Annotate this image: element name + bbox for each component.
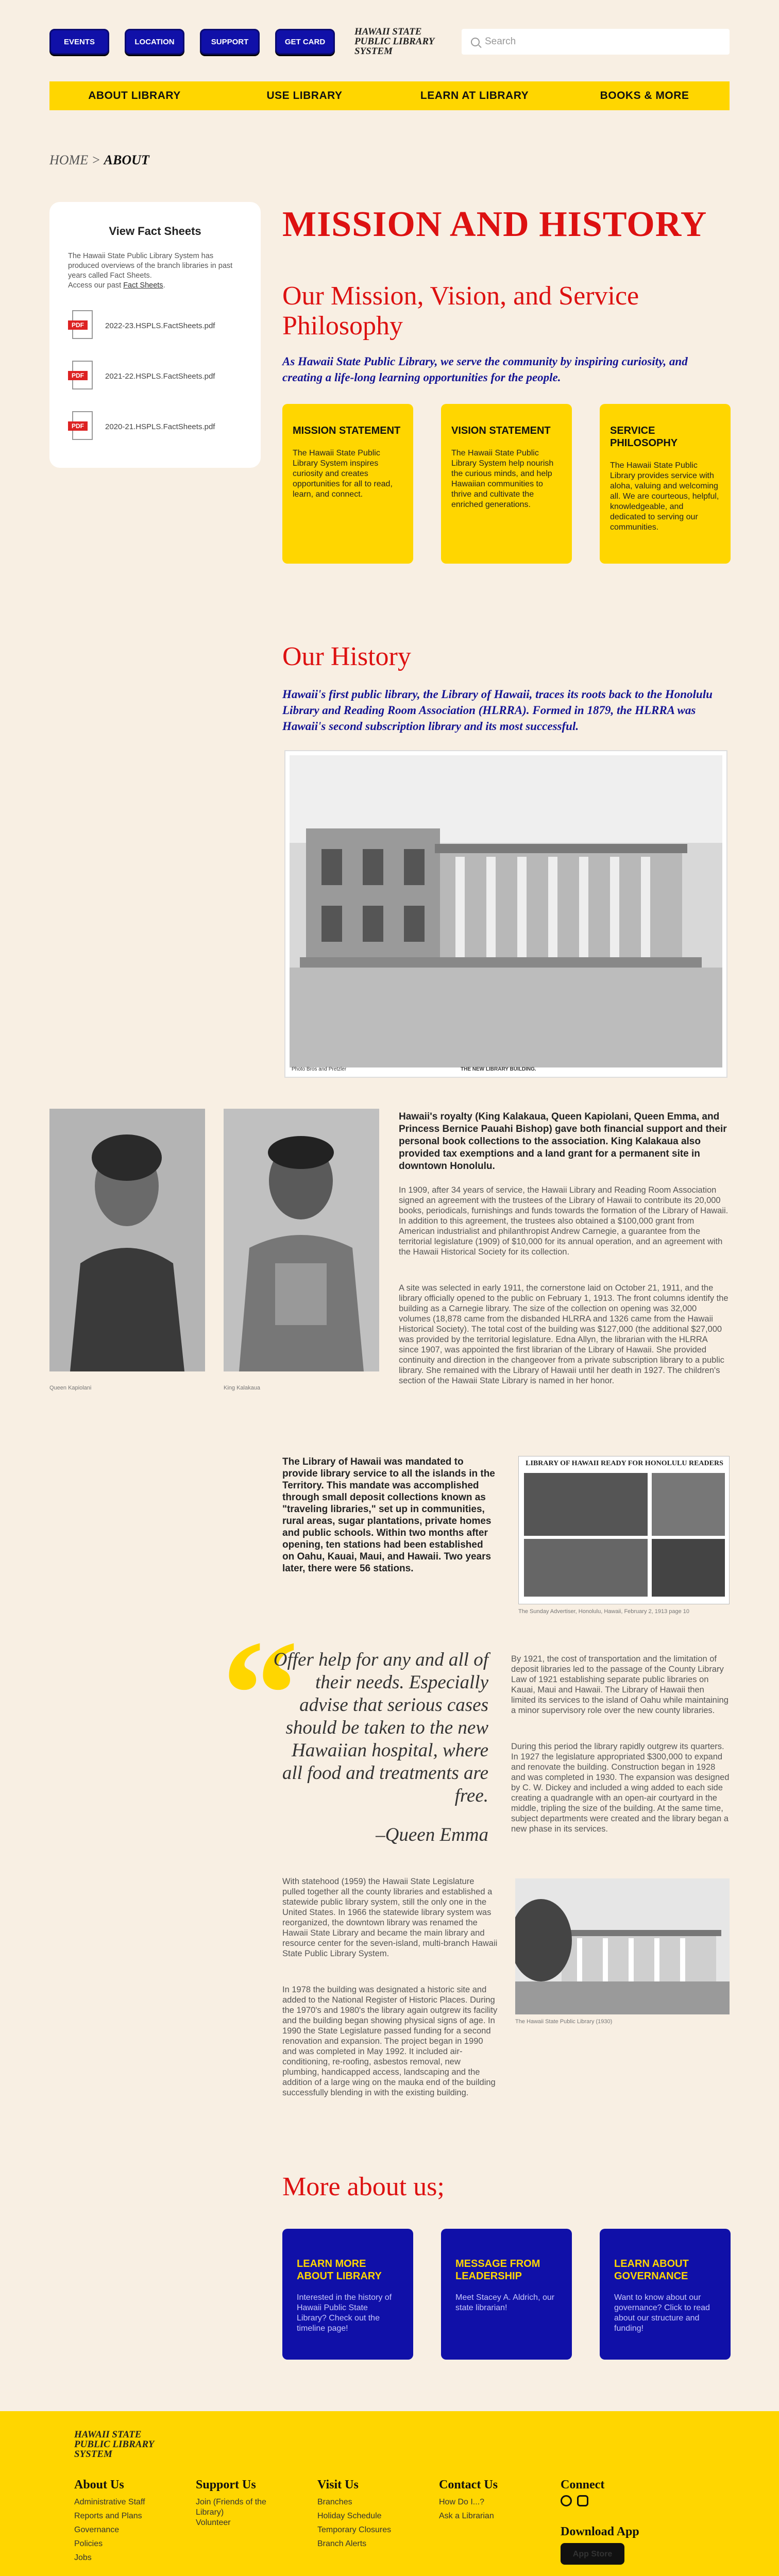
download-app-title: Download App — [561, 2525, 639, 2538]
card-text: Meet Stacey A. Aldrich, our state librarian! — [455, 2293, 555, 2312]
newspaper-images — [519, 1471, 730, 1604]
site-header — [0, 0, 779, 118]
breadcrumb — [49, 152, 149, 168]
pdf-link-2021[interactable] — [68, 361, 242, 392]
pdf-filename: 2021-22.HSPLS.FactSheets.pdf — [105, 371, 215, 381]
card-text: Interested in the history of Hawaii Public State Library? Check out the timeline page! — [297, 2293, 392, 2333]
modern-library-caption: The Hawaii State Public Library (1930) — [515, 2019, 613, 2025]
photo-caption-right: THE NEW LIBRARY BUILDING. — [461, 1066, 536, 1072]
newspaper-caption: The Sunday Advertiser, Honolulu, Hawaii, February 2, 1913 page 10 — [518, 1608, 690, 1615]
learn-more-library-card[interactable] — [282, 2229, 413, 2360]
card-text: Want to know about our governance? Click to read about our structure and funding! — [614, 2293, 710, 2333]
footer-link[interactable]: Governance — [74, 2526, 120, 2534]
history-1927-paragraph: During this period the library rapidly outgrew its quarters. In 1927 the legislature appropriated $300,000 to expand and renovate the building. Construction began in 1928 and was completed in 1930. The expansion was designed by C. W. Dickey and included a wing added to each side creating a quadrangle with an open-air courtyard in the middle, tripling the size of the building. At the same time, subject departments were created and the library began a new phase in its services. — [511, 1742, 730, 1834]
mandate-paragraph: The Library of Hawaii was mandated to provide library service to all the islands in the Territory. This mandate was accomplished through small deposit collections known as "traveling libraries," set up in communities, rural areas, sugar plantations, private homes and public schools. Within two months after opening, ten stations had been established on Oahu, Kauai, Maui, and Hawaii. Two years later, there were 56 stations. — [282, 1456, 495, 1574]
history-1959-paragraph: With statehood (1959) the Hawaii State Legislature pulled together all the county libraries and established a statewide public library system, still the only one in the United States. In 1966 the statewide library system was reorganized, the downtown library was renamed the Hawaii State Library and became the main library and resource center for the seven-island, multi-branch Hawaii State Public Library System. — [282, 1877, 498, 1958]
app-store-badge[interactable]: App Store — [561, 2543, 624, 2565]
nav-learn-at-library[interactable]: LEARN AT LIBRARY — [420, 90, 529, 101]
pdf-filename: 2020-21.HSPLS.FactSheets.pdf — [105, 422, 215, 431]
footer-logo[interactable]: HAWAII STATE PUBLIC LIBRARY SYSTEM — [74, 2429, 154, 2460]
footer-link[interactable]: Temporary Closures — [317, 2526, 392, 2534]
pdf-icon-label: PDF — [68, 371, 88, 380]
main-nav — [49, 81, 730, 110]
sidebar-access-prefix: Access our past — [68, 281, 124, 290]
card-title: VISION STATEMENT — [451, 425, 551, 436]
social-icons — [561, 2495, 684, 2506]
pdf-icon — [68, 310, 93, 341]
page-title: MISSION AND HISTORY — [282, 205, 707, 244]
newspaper-header: LIBRARY OF HAWAII READY FOR HONOLULU READERS — [526, 1460, 723, 1467]
modern-library-illustration — [515, 1878, 730, 2014]
instagram-icon[interactable] — [577, 2495, 588, 2506]
footer-link[interactable]: Holiday Schedule — [317, 2512, 382, 2520]
card-title: MISSION STATEMENT — [293, 425, 401, 436]
fact-sheets-link[interactable]: Fact Sheets — [123, 281, 163, 290]
mission-lead: As Hawaii State Public Library, we serve the community by inspiring curiosity, and creating a life-long learning opportunities for the people. — [282, 355, 688, 384]
card-text: The Hawaii State Public Library System inspires curiosity and creates opportunities for all to read, learn, and connect. — [293, 449, 393, 499]
history-1978-paragraph: In 1978 the building was designated a historic site and added to the National Register of Historic Places. During the 1970's and 1980's the library again outgrew its facility and the building began showing physical signs of age. In 1990 the State Legislature passed funding for a second renovation and expansion. The project began in 1990 and was completed in May 1992. It included air-conditioning, re-roofing, asbestos removal, new plumbing, handicapped access, landscaping and the addition of a large wing on the mauka end of the building successfully blending in with the existing building. — [282, 1985, 498, 2097]
breadcrumb-current: ABOUT — [104, 152, 149, 167]
queen-caption: Queen Kapiolani — [49, 1385, 92, 1391]
leadership-message-card[interactable] — [441, 2229, 572, 2360]
library-building-illustration — [285, 751, 726, 1077]
search-icon — [471, 38, 480, 46]
nav-use-library[interactable]: USE LIBRARY — [266, 90, 343, 101]
footer-link[interactable]: Policies — [74, 2539, 103, 2548]
governance-card[interactable] — [600, 2229, 731, 2360]
footer-link[interactable]: Reports and Plans — [74, 2512, 142, 2520]
pdf-icon-label: PDF — [68, 421, 88, 431]
newspaper-clipping-photo — [518, 1456, 730, 1604]
king-caption: King Kalakaua — [224, 1385, 260, 1391]
footer-link[interactable]: Administrative Staff — [74, 2498, 145, 2506]
facebook-icon[interactable] — [561, 2495, 572, 2506]
footer-support-column — [196, 2478, 289, 2528]
footer-contact-column — [439, 2478, 542, 2523]
sidebar-title: View Fact Sheets — [109, 225, 201, 238]
more-about-heading: More about us; — [282, 2172, 445, 2201]
support-button[interactable]: SUPPORT — [200, 29, 260, 55]
service-philosophy-card — [600, 404, 731, 564]
footer-link[interactable]: Branch Alerts — [317, 2539, 367, 2548]
site-logo[interactable]: HAWAII STATE PUBLIC LIBRARY SYSTEM — [354, 26, 434, 57]
history-1921-paragraph: By 1921, the cost of transportation and the limitation of deposit libraries led to the passage of the County Library Law of 1921 establishing separate public libraries on Kauai, Maui and Hawaii. The Library of Hawaii then limited its services to the island of Oahu while maintaining a minor supervisory role over the new county libraries. — [511, 1654, 729, 1715]
vision-statement-card — [441, 404, 572, 564]
breadcrumb-home[interactable]: HOME — [49, 152, 89, 167]
footer-link[interactable]: Volunteer — [196, 2518, 231, 2527]
pdf-icon — [68, 361, 93, 392]
photo-caption-left: Photo Bros and Pretzler — [292, 1066, 347, 1072]
pdf-icon-label: PDF — [68, 320, 88, 330]
footer-col-title: Visit Us — [317, 2478, 359, 2492]
location-button[interactable]: LOCATION — [125, 29, 184, 55]
pdf-icon — [68, 411, 93, 442]
nav-about-library[interactable]: ABOUT LIBRARY — [88, 90, 181, 101]
footer-col-title: Connect — [561, 2478, 605, 2492]
footer-connect-column — [561, 2478, 684, 2565]
sidebar-description — [68, 251, 242, 291]
library-building-photo — [284, 750, 727, 1078]
site-footer — [0, 2411, 779, 2576]
modern-library-photo — [515, 1878, 730, 2014]
mission-heading: Our Mission, Vision, and Service Philosophy — [282, 281, 639, 341]
footer-visit-column — [317, 2478, 420, 2551]
mission-statement-card — [282, 404, 413, 564]
pdf-link-2020[interactable] — [68, 411, 242, 442]
quote-mark-icon: “ — [222, 1608, 299, 1780]
sidebar-desc-text: The Hawaii State Public Library System has produced overviews of the branch libraries in past years called Fact Sheets. — [68, 252, 233, 280]
footer-about-column — [74, 2478, 177, 2565]
search-input[interactable] — [462, 29, 730, 55]
card-text: The Hawaii State Public Library System help nourish the curious minds, and help Hawaiian communities to thrive and cultivate the enriched generations. — [451, 449, 554, 509]
quote-author: –Queen Emma — [376, 1824, 488, 1845]
king-portrait-illustration — [224, 1109, 379, 1371]
card-text: The Hawaii State Public Library provides service with aloha, valuing and welcoming all. We are courteous, helpful, knowledgeable, and dedicated to serving our communities. — [610, 461, 719, 532]
footer-link[interactable]: How Do I...? — [439, 2498, 485, 2506]
king-kalakaua-photo — [224, 1109, 379, 1371]
pdf-filename: 2022-23.HSPLS.FactSheets.pdf — [105, 321, 215, 330]
card-title: MESSAGE FROM LEADERSHIP — [455, 2258, 540, 2282]
queen-emma-quote: Offer help for any and all of their needs. Especially advise that serious cases should be taken to the new Hawaiian hospital, where all food and treatments are free. — [273, 1649, 488, 1806]
events-button[interactable]: EVENTS — [49, 29, 109, 55]
history-1911-paragraph: A site was selected in early 1911, the cornerstone laid on October 21, 1911, and the library officially opened to the public on February 1, 1913. The front columns identify the building as a Carnegie library. The size of the collection on opening was 32,000 volumes (18,878 came from the disbanded HLRRA and 1326 came from the Hawaii Historical Society). The total cost of the building was $127,000 (the additional $27,000 was provided by the territorial legislature. Edna Allyn, the librarian with the HLRRA since 1907, was appointed the first librarian of the Library of Hawaii. She provided continuity and direction in the changeover from a private subscription library to a public library. She remained with the Library of Hawaii until her death in 1927. The children's section of the Hawaii State Library is named in her honor. — [399, 1283, 729, 1385]
card-title: LEARN MORE ABOUT LIBRARY — [297, 2258, 382, 2282]
history-lead: Hawaii's first public library, the Library of Hawaii, traces its roots back to the Honolulu Library and Reading Room Association (HLRRA). Formed in 1879, the HLRRA was Hawaii's second subscription library and its most successful. — [282, 688, 713, 733]
footer-col-title: Support Us — [196, 2478, 256, 2492]
pdf-link-2022[interactable] — [68, 310, 242, 341]
card-title: LEARN ABOUT GOVERNANCE — [614, 2258, 689, 2282]
top-buttons — [49, 29, 335, 55]
footer-link[interactable]: Branches — [317, 2498, 352, 2506]
footer-col-title: About Us — [74, 2478, 124, 2492]
sidebar-access-suffix: . — [163, 281, 165, 290]
footer-link[interactable]: Join (Friends of the Library) — [196, 2498, 266, 2517]
queen-kapiolani-photo — [49, 1109, 205, 1371]
card-title: SERVICE PHILOSOPHY — [610, 425, 678, 449]
footer-link[interactable]: Ask a Librarian — [439, 2512, 494, 2520]
breadcrumb-separator: > — [88, 152, 104, 167]
nav-books-more[interactable]: BOOKS & MORE — [600, 90, 689, 101]
history-1909-paragraph: In 1909, after 34 years of service, the Hawaii Library and Reading Room Association signed an agreement with the trustees of the Library of Hawaii to contribute its 20,000 books, periodicals, furnishings and funds towards the formation of the Library of Hawaii. In addition to this agreement, the trustees also obtained a $100,000 grant from American industrialist and philanthropist Andrew Carnegie, a guarantee from the territorial legislature (1909) of $10,000 for its annual operation, and an agreement with the Hawaii Historical Society for its collection. — [399, 1185, 729, 1257]
get-card-button[interactable]: GET CARD — [275, 29, 335, 55]
royalty-paragraph: Hawaii's royalty (King Kalakaua, Queen Kapiolani, Queen Emma, and Princess Bernice Pauahi Bishop) gave both financial support and their personal book collections to the association. King Kalakaua also provided tax exemptions and a land grant for a permanent site in downtown Honolulu. — [399, 1111, 727, 1172]
footer-link[interactable]: Jobs — [74, 2553, 92, 2562]
fact-sheets-sidebar — [49, 202, 261, 468]
history-heading: Our History — [282, 642, 411, 671]
footer-col-title: Contact Us — [439, 2478, 498, 2492]
queen-portrait-illustration — [49, 1109, 205, 1371]
search-placeholder: Search — [485, 36, 516, 47]
